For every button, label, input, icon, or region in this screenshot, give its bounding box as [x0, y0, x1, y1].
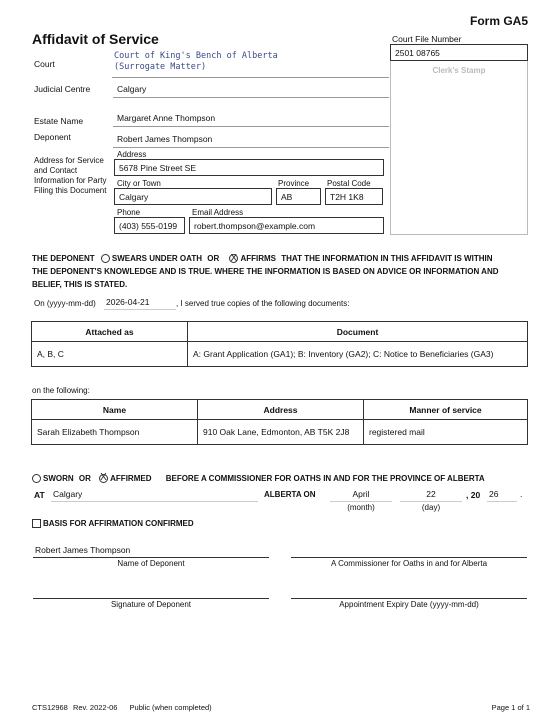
address-field[interactable]: 5678 Pine Street SE — [114, 159, 384, 176]
at-field[interactable]: Calgary — [51, 489, 258, 502]
address-service-label — [34, 156, 106, 196]
clerk-stamp-box — [390, 61, 528, 235]
column-header: Manner of service — [364, 400, 528, 420]
table-row — [32, 420, 528, 445]
address-service-label-line: and Contact — [34, 166, 78, 175]
or-word: OR — [78, 474, 91, 483]
address-service-label-line: Filing this Document — [34, 186, 107, 195]
commissioner-line — [291, 557, 527, 558]
column-header: Attached as — [32, 322, 188, 342]
court-value-line2: (Surrogate Matter) — [114, 62, 207, 72]
oath-line-1 — [32, 252, 532, 265]
deponent-label: Deponent — [34, 132, 71, 142]
court-value-line1: Court of King's Bench of Alberta — [114, 51, 278, 61]
postal-code-label: Postal Code — [327, 179, 371, 188]
documents-table — [31, 321, 528, 367]
basis-label: BASIS FOR AFFIRMATION CONFIRMED — [43, 519, 194, 528]
swears-radio[interactable] — [101, 254, 110, 263]
phone-label: Phone — [117, 208, 141, 217]
form-number: Form GA5 — [469, 14, 528, 28]
footer-left — [32, 703, 212, 712]
expiry-date-line[interactable] — [291, 598, 527, 599]
address-label: Address — [117, 150, 147, 159]
basis-checkbox[interactable] — [32, 519, 41, 528]
phone-field[interactable]: (403) 555-0199 — [114, 217, 185, 234]
service-date-field[interactable]: 2026-04-21 — [104, 297, 176, 310]
affirmed-radio[interactable] — [99, 474, 108, 483]
year-field[interactable]: 26 — [487, 489, 517, 502]
clerk-stamp-label: Clerk's Stamp — [432, 66, 486, 75]
basis-row — [32, 519, 194, 528]
day-field[interactable]: 22 — [400, 489, 462, 502]
month-field[interactable]: April — [330, 489, 392, 502]
address-service-label-line: Address for Service — [34, 156, 104, 165]
province-field[interactable]: AB — [276, 188, 321, 205]
deponent-name-value[interactable]: Robert James Thompson — [35, 545, 131, 555]
service-table-header — [32, 400, 528, 420]
court-file-label: Court File Number — [392, 34, 462, 44]
oath-statement — [32, 252, 532, 291]
swears-label: SWEARS UNDER OATH — [111, 254, 202, 263]
deponent-signature-caption: Signature of Deponent — [110, 600, 192, 609]
table-cell[interactable]: registered mail — [364, 420, 528, 445]
before-text: BEFORE A COMMISSIONER FOR OATHS IN AND FOR THE PROVINCE OF ALBERTA — [165, 474, 485, 483]
service-date-suffix: , I served true copies of the following documents: — [176, 299, 350, 308]
oath-statement-1: THAT THE INFORMATION IN THIS AFFIDAVIT IS WITHIN — [281, 254, 493, 263]
public-note: Public (when completed) — [129, 703, 212, 712]
estate-field[interactable]: Margaret Anne Thompson — [113, 113, 389, 127]
column-header: Document — [188, 322, 528, 342]
year-period: . — [520, 489, 523, 499]
revision: Rev. 2022-06 — [72, 703, 118, 712]
service-table — [31, 399, 528, 445]
commission-line — [32, 474, 485, 483]
deponent-name-line — [33, 557, 269, 558]
deponent-signature-line[interactable] — [33, 598, 269, 599]
month-caption: (month) — [347, 503, 375, 512]
oath-statement-2: THE DEPONENT'S KNOWLEDGE AND IS TRUE. WHERE THE INFORMATION IS BASED ON ADVICE OR INFORMATION AND — [32, 267, 499, 276]
form-code: CTS12968 — [32, 703, 68, 712]
table-cell[interactable]: A: Grant Application (GA1); B: Inventory (GA2); C: Notice to Beneficiaries (GA3) — [188, 342, 528, 367]
deponent-word: THE DEPONENT — [32, 254, 95, 263]
city-field[interactable]: Calgary — [114, 188, 272, 205]
alberta-on-label: ALBERTA ON — [264, 490, 316, 499]
judicial-centre-field[interactable]: Calgary — [113, 84, 389, 98]
affirms-label: AFFIRMS — [240, 254, 277, 263]
at-label: AT — [34, 490, 45, 500]
expiry-date-caption: Appointment Expiry Date (yyyy-mm-dd) — [339, 600, 479, 609]
year-prefix: , 20 — [466, 490, 481, 500]
column-header: Name — [32, 400, 198, 420]
table-row — [32, 342, 528, 367]
address-service-label-line: Information for Party — [34, 176, 107, 185]
on-following-label: on the following: — [32, 386, 90, 395]
oath-statement-3: BELIEF, THIS IS STATED. — [32, 280, 128, 289]
sworn-label: SWORN — [43, 474, 74, 483]
commissioner-caption: A Commissioner for Oaths in and for Alberta — [330, 559, 488, 568]
column-header: Address — [198, 400, 364, 420]
deponent-field[interactable]: Robert James Thompson — [113, 134, 389, 148]
table-cell[interactable]: A, B, C — [32, 342, 188, 367]
or-word: OR — [207, 254, 220, 263]
court-value[interactable] — [112, 51, 389, 78]
estate-label: Estate Name — [34, 116, 84, 126]
table-cell[interactable]: Sarah Elizabeth Thompson — [32, 420, 198, 445]
deponent-name-caption: Name of Deponent — [117, 559, 185, 568]
postal-code-field[interactable]: T2H 1K8 — [325, 188, 383, 205]
page-number: Page 1 of 1 — [491, 703, 530, 712]
sworn-radio[interactable] — [32, 474, 41, 483]
city-label: City or Town — [117, 179, 161, 188]
judicial-centre-label: Judicial Centre — [34, 84, 91, 94]
affirms-radio[interactable] — [229, 254, 238, 263]
table-cell[interactable]: 910 Oak Lane, Edmonton, AB T5K 2J8 — [198, 420, 364, 445]
affirmed-label: AFFIRMED — [110, 474, 152, 483]
court-file-field[interactable]: 2501 08765 — [390, 44, 528, 61]
document-title: Affidavit of Service — [32, 31, 159, 47]
day-caption: (day) — [421, 503, 441, 512]
service-date-label: On (yyyy-mm-dd) — [34, 299, 96, 308]
documents-table-header — [32, 322, 528, 342]
email-field[interactable]: robert.thompson@example.com — [189, 217, 384, 234]
court-label: Court — [34, 59, 55, 69]
province-label: Province — [278, 179, 310, 188]
email-label: Email Address — [192, 208, 244, 217]
